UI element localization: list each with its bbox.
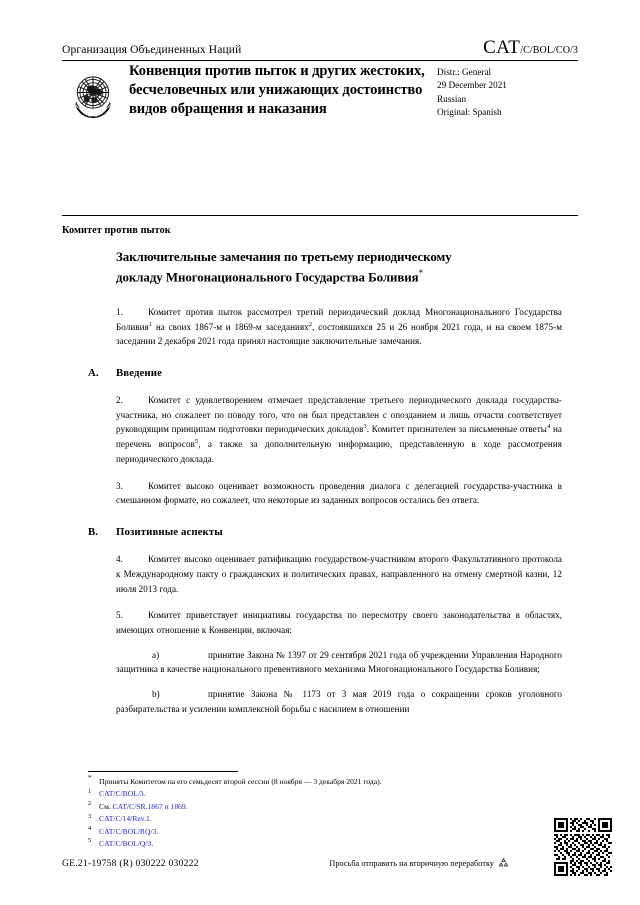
subparagraph-a xyxy=(116,648,562,677)
committee-heading: Комитет против пыток xyxy=(62,225,171,236)
footnote-3-link[interactable]: CAT/C/14/Rev.1. xyxy=(99,814,152,824)
document-body xyxy=(62,249,562,717)
footnote-2-prefix: См. xyxy=(99,801,113,811)
paragraph-4-number: 4. xyxy=(116,554,123,565)
section-b-title: Позитивные аспекты xyxy=(116,526,223,539)
organization-name: Организация Объединенных Наций xyxy=(62,44,242,57)
footnote-ref-3: 3 xyxy=(363,423,367,431)
paragraph-1-text-a: Комитет против пыток рассмотрел третий периодический доклад Многонационального Государства Боливия xyxy=(116,306,562,332)
title-block xyxy=(62,62,578,125)
subparagraph-b-label: b) xyxy=(152,689,160,700)
paragraph-1 xyxy=(116,305,562,349)
footnote-star-text: Приняты Комитетом на его семьдесят второй сессии (8 ноября — 3 декабря 2021 года). xyxy=(99,777,382,786)
paragraph-2-text-a: Комитет с удовлетворением отмечает представление третьего периодического доклада государства-участника, но сожалеет по поводу того, что он был представлен с опозданием и лишь отчасти соответствует руководящим принципам подготовки периодических докладов xyxy=(116,395,562,435)
subparagraph-b-text: принятие Закона № 1173 от 3 мая 2019 года о сокращении сроков уголовного разбирательства и усилении комплексной борьбы с насилием в отношении xyxy=(116,689,562,714)
paragraph-2-text-d: , а также за дополнительную информацию, представленную в ходе рассмотрения периодического доклада. xyxy=(116,439,562,464)
paragraph-1-text-b: на своих 1867-м и 1869-м заседаниях xyxy=(152,321,309,332)
paragraph-5-number: 5. xyxy=(116,610,123,621)
distribution-language: Russian xyxy=(437,93,467,104)
paragraph-5 xyxy=(116,608,562,637)
subparagraph-a-text: принятие Закона № 1397 от 29 сентября 2021 года об учреждении Управления Народного защитника в качестве национального превентивного механизма Многонационального Государства Боливия; xyxy=(116,649,562,675)
recycle-text: Просьба отправить на вторичную переработку xyxy=(329,859,494,868)
paragraph-1-text-c: , состоявшихся 25 и 26 ноября 2021 года, и на своем 1875-м заседании 2 декабря 2021 года принял настоящие заключительные замечания. xyxy=(116,321,563,347)
masthead-divider xyxy=(62,60,578,61)
masthead xyxy=(62,38,578,61)
paragraph-3-number: 3. xyxy=(116,480,123,491)
subparagraph-a-label: a) xyxy=(152,649,160,660)
footnote-star: * Приняты Комитетом на его семьдесят второй сессии (8 ноября — 3 декабря 2021 года). xyxy=(88,773,382,786)
distribution-date: 29 December 2021 xyxy=(437,80,507,91)
paragraph-1-number: 1. xyxy=(116,306,123,317)
distribution-block xyxy=(437,66,561,119)
footnote-divider xyxy=(88,771,238,772)
footnote-ref-4: 4 xyxy=(546,423,551,431)
footnote-1-link[interactable]: CAT/C/BOL/3. xyxy=(99,789,146,799)
footnote-ref-5: 5 xyxy=(194,438,199,446)
distribution-original: Original: Spanish xyxy=(437,107,502,118)
document-symbol-main: CAT xyxy=(483,37,521,58)
title-footnote-marker: * xyxy=(418,267,424,278)
paragraph-2 xyxy=(116,393,562,467)
paragraph-4-text: Комитет высоко оценивает ратификацию государством-участником второго Факультативного протокола к Международному пакту о гражданских и политических правах, направленного на отмену смертной казни, 12 июля 2013 года. xyxy=(116,554,562,594)
page-footer xyxy=(62,857,578,870)
footnote-2-link[interactable]: CAT/C/SR.1867 и 1869. xyxy=(112,801,188,811)
un-emblem-icon xyxy=(64,67,122,125)
job-number: GE.21-19758 (R) 030222 030222 xyxy=(62,858,199,869)
paragraph-3-text: Комитет высоко оценивает возможность проведения диалога с делегацией государства-участника в смешанном формате, но сожалеет, что некоторые из заданных вопросов остались без ответа. xyxy=(116,480,562,506)
document-symbol xyxy=(483,38,578,57)
recycle-notice xyxy=(329,857,510,870)
paragraph-3 xyxy=(116,479,562,508)
recycle-icon xyxy=(497,857,510,870)
paragraph-4 xyxy=(116,552,562,596)
footnote-1: 1 CAT/C/BOL/3. xyxy=(88,787,146,799)
paragraph-2-text-c: на перечень вопросов xyxy=(116,424,562,450)
footnote-list xyxy=(88,773,548,850)
section-a-letter: A. xyxy=(88,367,99,380)
footnote-2: 2 См. CAT/C/SR.1867 и 1869. xyxy=(88,800,188,811)
footnote-4-link[interactable]: CAT/C/BOL/RQ/3. xyxy=(99,826,159,836)
section-heading-a xyxy=(88,367,562,379)
header-divider xyxy=(62,215,578,216)
section-a-title: Введение xyxy=(116,367,162,380)
subparagraph-b xyxy=(116,687,562,716)
document-symbol-suffix: /C/BOL/CO/3 xyxy=(520,45,578,56)
page-title-text: Заключительные замечания по третьему периодическому докладу Многонационального Государства Боливия xyxy=(116,250,452,285)
footnote-5-link[interactable]: CAT/C/BOL/Q/3. xyxy=(99,838,154,848)
footnote-5: 5 CAT/C/BOL/Q/3. xyxy=(88,837,154,848)
section-heading-b xyxy=(88,526,562,538)
page-title xyxy=(116,249,466,287)
paragraph-5-text: Комитет приветствует инициативы государства по пересмотру своего законодательства в областях, имеющих отношение к Конвенции, включая: xyxy=(116,610,562,635)
footnote-ref-2: 2 xyxy=(308,320,313,328)
paragraph-2-number: 2. xyxy=(116,395,123,406)
footnote-4: 4 CAT/C/BOL/RQ/3. xyxy=(88,824,159,836)
section-b-letter: B. xyxy=(88,526,99,539)
footnote-ref-1: 1 xyxy=(148,320,153,328)
distribution-type: Distr.: General xyxy=(437,67,492,77)
convention-title: Конвенция против пыток и других жестоких, бесчеловечных или унижающих достоинство видов обращения и наказания xyxy=(129,63,425,117)
footnote-3: 3 CAT/C/14/Rev.1. xyxy=(88,812,152,824)
paragraph-2-text-b: . Комитет признателен за письменные ответы xyxy=(366,424,547,435)
